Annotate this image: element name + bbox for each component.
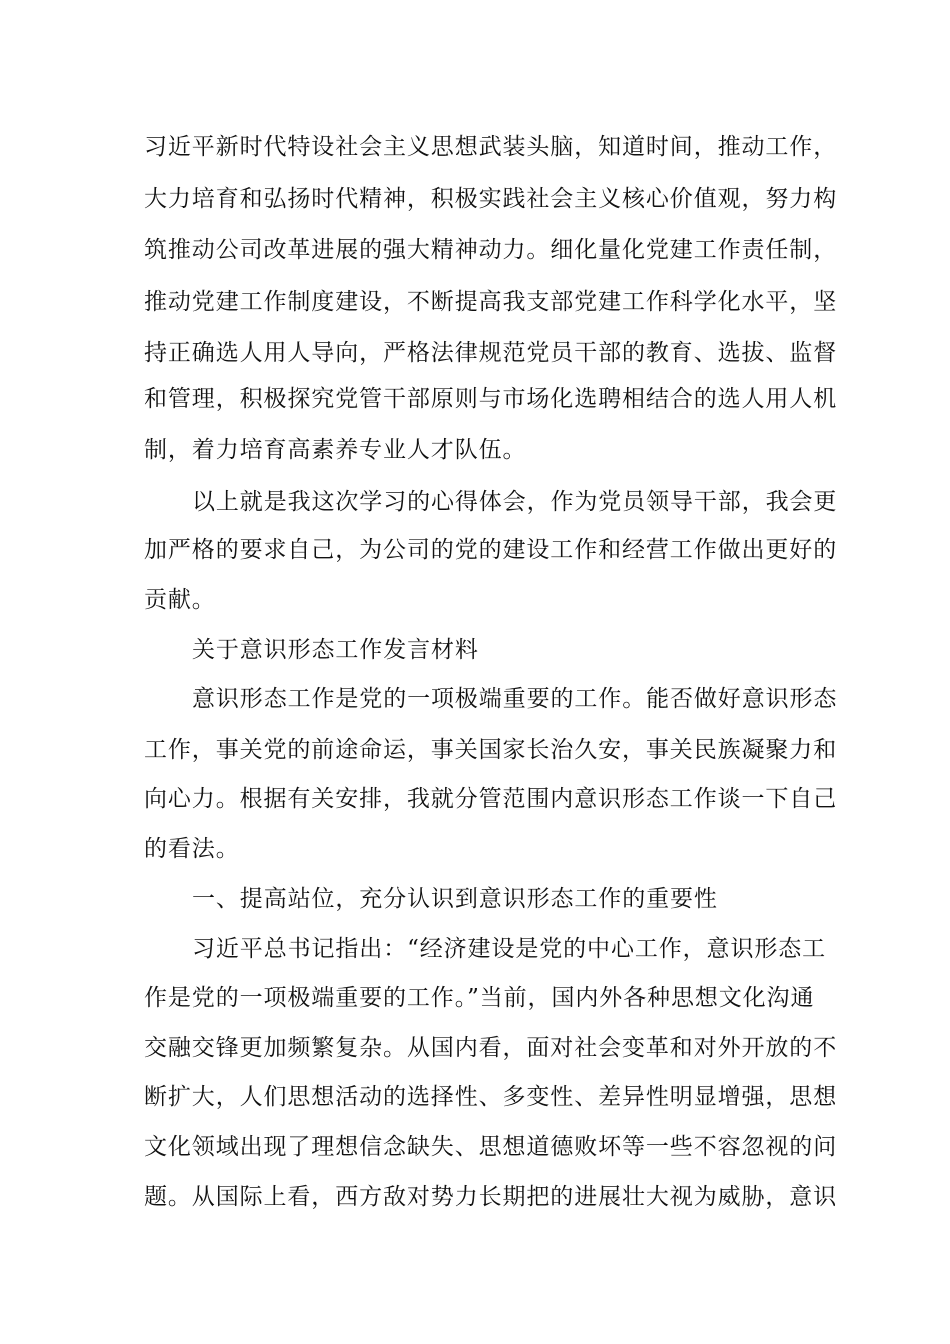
text-line: 的看法。	[144, 836, 240, 862]
text-line: 筑推动公司改革进展的强大精神动力。细化量化党建工作责任制，	[144, 237, 838, 263]
text-line: 作是党的一项极端重要的工作。”当前，国内外各种思想文化沟通	[144, 985, 815, 1011]
text-line: 和管理，积极探究党管干部原则与市场化选聘相结合的选人用人机	[144, 386, 838, 412]
text-line: 工作，事关党的前途命运，事关国家长治久安，事关民族凝聚力和	[144, 737, 838, 763]
text-line: 制，着力培育高素养专业人才队伍。	[144, 437, 527, 463]
text-line: 文化领域出现了理想信念缺失、思想道德败坏等一些不容忽视的问	[144, 1134, 838, 1160]
text-line: 向心力。根据有关安排，我就分管范围内意识形态工作谈一下自己	[144, 786, 838, 812]
section-heading: 一、提高站位，充分认识到意识形态工作的重要性	[192, 886, 718, 912]
paragraph-first-line: 习近平总书记指出：“经济建设是党的中心工作，意识形态工	[192, 936, 827, 962]
text-line: 断扩大，人们思想活动的选择性、多变性、差异性明显增强，思想	[144, 1084, 838, 1110]
section-title: 关于意识形态工作发言材料	[192, 637, 479, 663]
text-line: 交融交锋更加频繁复杂。从国内看，面对社会变革和对外开放的不	[144, 1035, 838, 1061]
text-line: 持正确选人用人导向，严格法律规范党员干部的教育、选拔、监督	[144, 340, 838, 366]
paragraph-first-line: 以上就是我这次学习的心得体会，作为党员领导干部，我会更	[192, 489, 838, 515]
text-line: 大力培育和弘扬时代精神，积极实践社会主义核心价值观，努力构	[144, 186, 838, 212]
text-line: 加严格的要求自己，为公司的党的建设工作和经营工作做出更好的	[144, 537, 838, 563]
text-line: 推动党建工作制度建设，不断提高我支部党建工作科学化水平，坚	[144, 289, 838, 315]
text-line: 习近平新时代特设社会主义思想武装头脑，知道时间，推动工作，	[144, 134, 838, 160]
text-line: 题。从国际上看，西方敌对势力长期把的进展壮大视为威胁，意识	[144, 1184, 838, 1210]
text-line: 贡献。	[144, 587, 216, 613]
paragraph-first-line: 意识形态工作是党的一项极端重要的工作。能否做好意识形态	[192, 686, 838, 712]
